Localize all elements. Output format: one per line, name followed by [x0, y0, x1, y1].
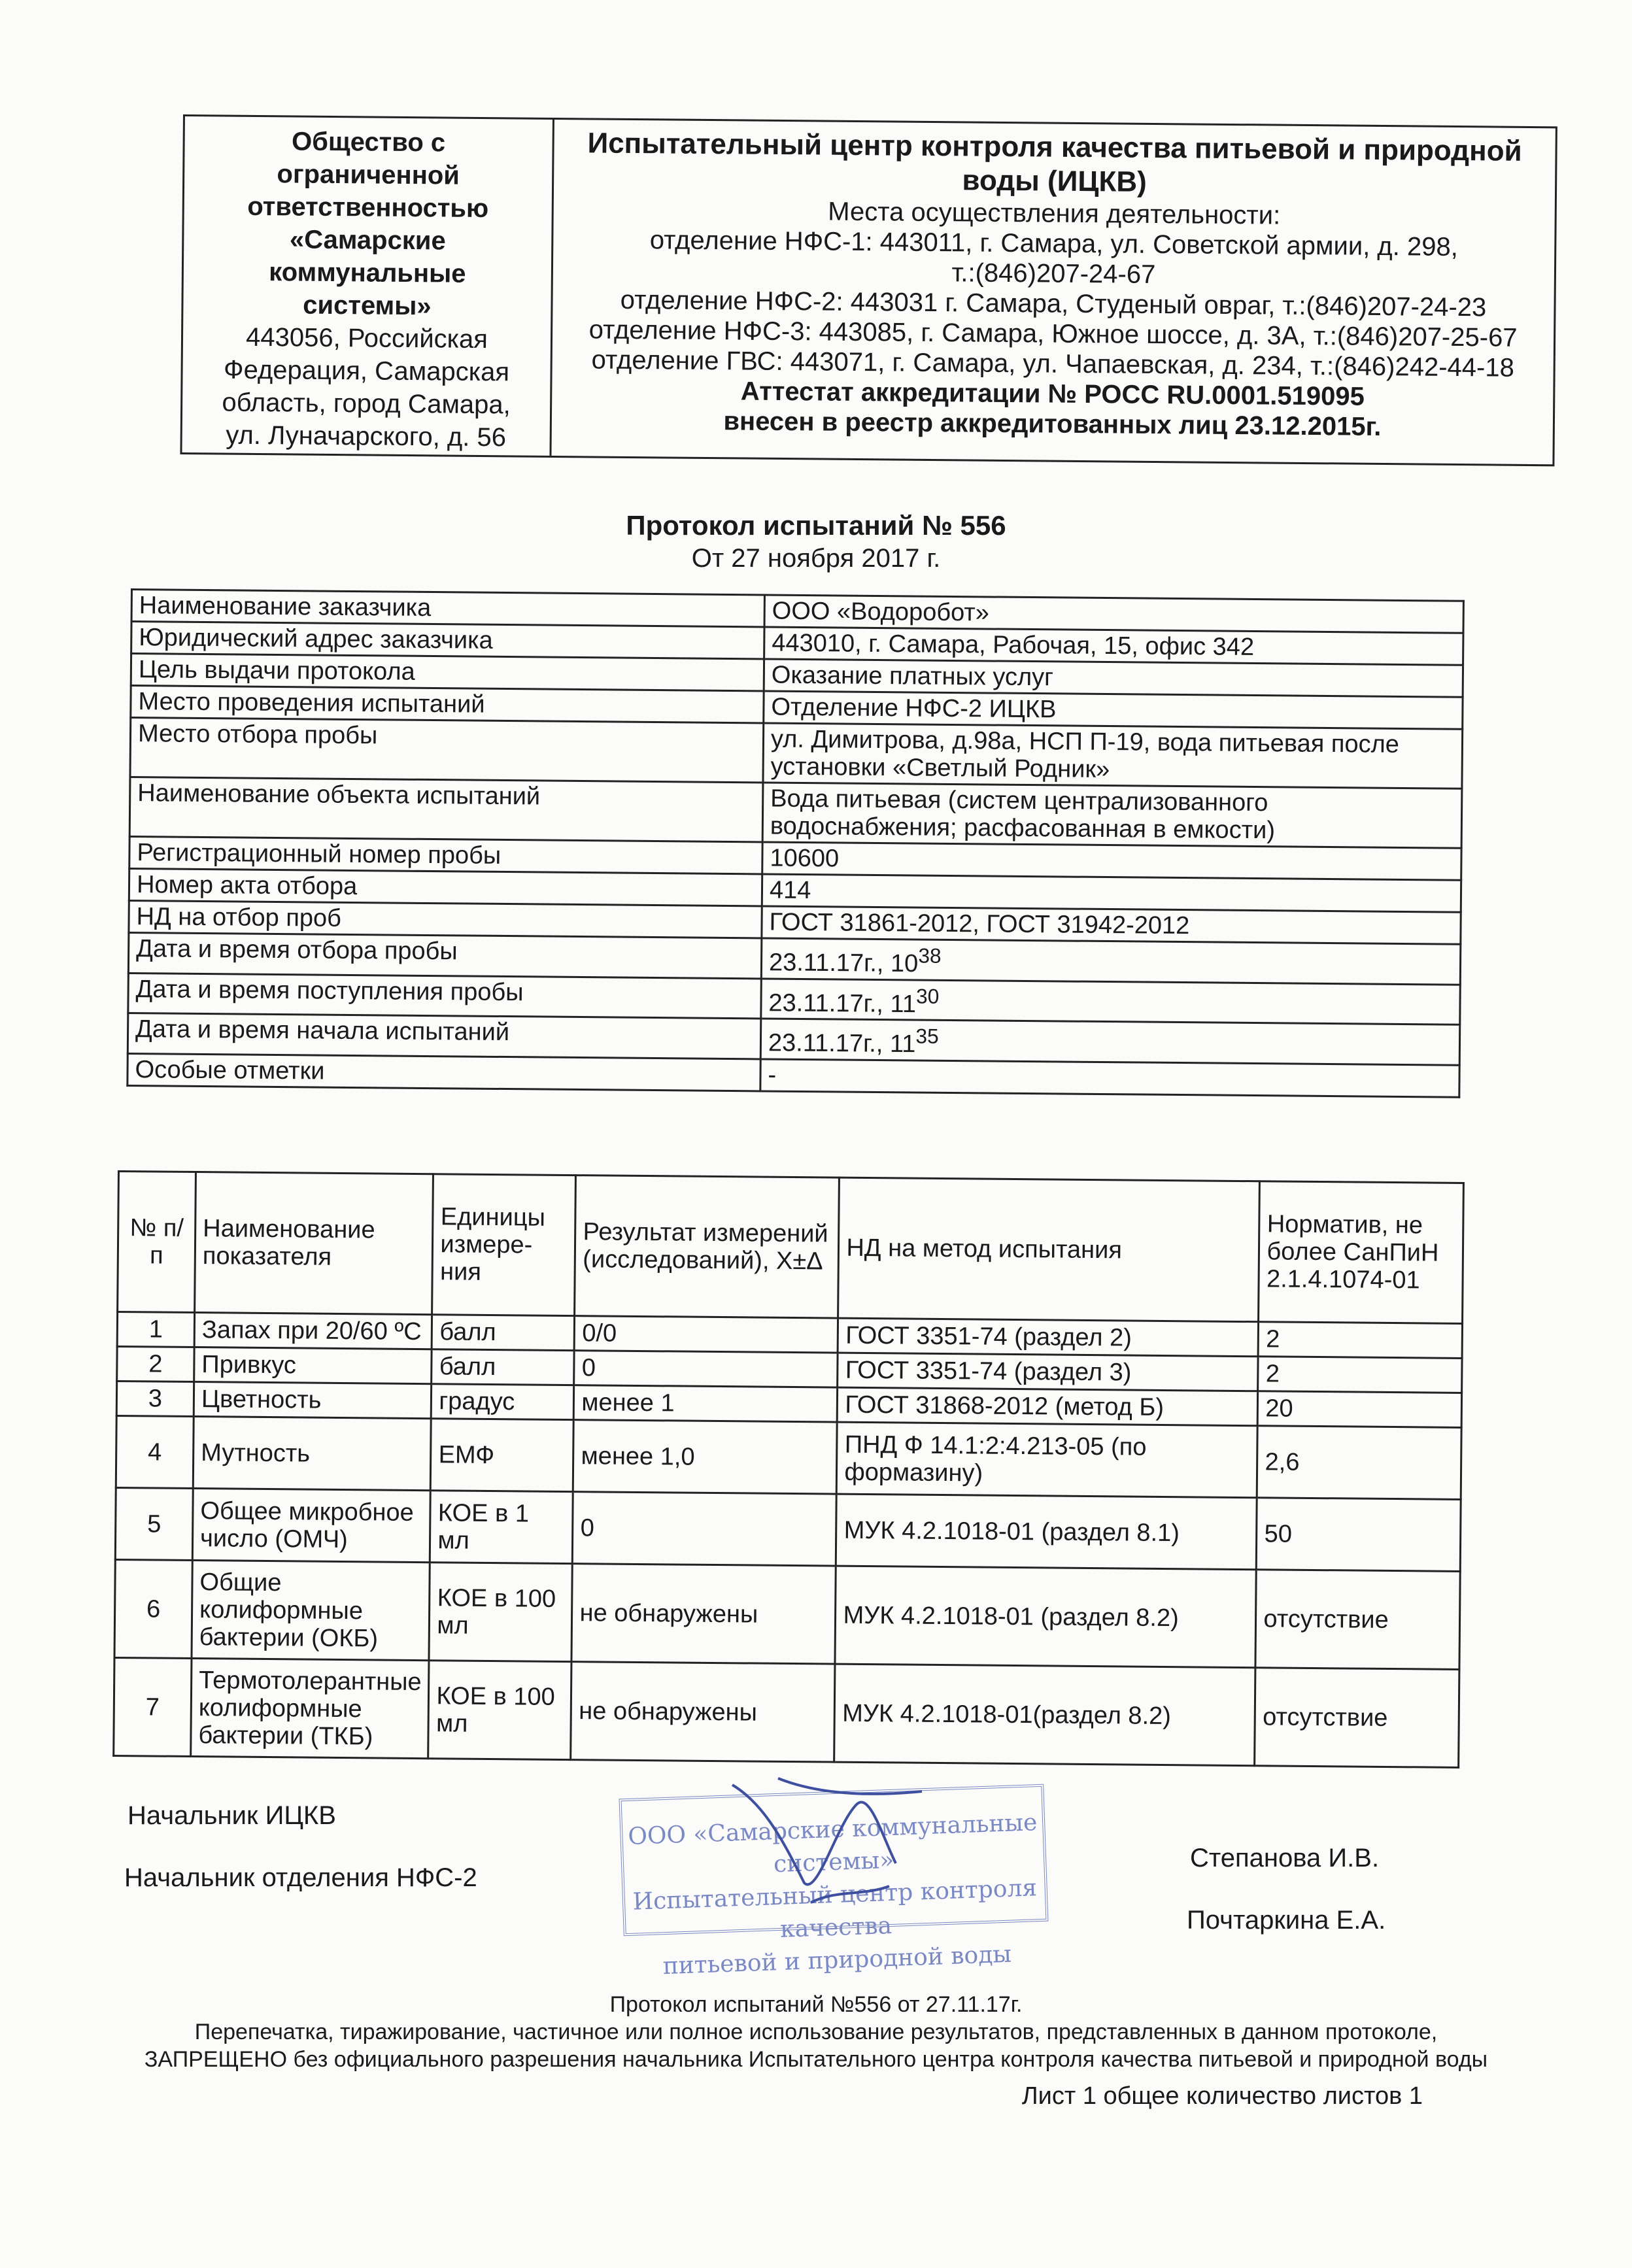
row-name: Общее микробное число (ОМЧ)	[192, 1489, 430, 1563]
center-title-line: воды (ИЦКВ)	[962, 164, 1147, 198]
row-result: менее 1,0	[573, 1420, 838, 1495]
header-num: № п/п	[118, 1172, 196, 1313]
info-value-cell	[760, 1019, 1459, 1065]
row-unit: балл	[432, 1349, 574, 1385]
info-label: Дата и время начала испытаний	[128, 1013, 761, 1059]
row-unit: КОЕ в 100 мл	[429, 1563, 572, 1662]
row-unit: градус	[432, 1384, 574, 1420]
department-line: отделение НФС-2: 443031 г. Самара, Студеный овраг, т.:(846)207-24-23	[620, 285, 1487, 322]
info-label: Регистрационный номер пробы	[129, 836, 762, 873]
info-label: Наименование заказчика	[131, 590, 764, 627]
info-label: Особые отметки	[128, 1053, 760, 1091]
dept-head-name: Почтаркина Е.А.	[1187, 1906, 1386, 1935]
organization-cell	[182, 116, 554, 456]
head-title: Начальник ИЦКВ	[128, 1801, 336, 1830]
row-method: ПНД Ф 14.1:2:4.213-05 (по формазину)	[837, 1422, 1258, 1498]
header-name: Наименование показателя	[195, 1172, 434, 1315]
header-block	[180, 114, 1557, 466]
info-label: Юридический адрес заказчика	[131, 622, 764, 659]
header-norm: Норматив, не более СанПиН 2.1.4.1074-01	[1259, 1181, 1463, 1324]
row-norm: 2	[1258, 1357, 1462, 1393]
footer-notice	[0, 1991, 1632, 2073]
row-unit: КОЕ в 100 мл	[428, 1661, 571, 1760]
info-value: -	[760, 1059, 1459, 1097]
header-result: Результат измерений (исследований), Х±Δ	[575, 1176, 840, 1319]
row-method: ГОСТ 3351-74 (раздел 3)	[838, 1353, 1258, 1391]
row-name: Мутность	[193, 1417, 431, 1491]
info-label: Место отбора пробы	[130, 718, 764, 783]
info-value: 23.11.17г., 11	[768, 989, 917, 1018]
row-norm: отсутствие	[1255, 1570, 1460, 1670]
test-results-table	[112, 1170, 1465, 1769]
row-name: Термотолерантные колиформные бактерии (ТКБ)	[191, 1659, 430, 1759]
sheet-count: Лист 1 общее количество листов 1	[1021, 2082, 1423, 2110]
stamp-line: ООО «Самарские коммунальные системы»	[627, 1809, 1038, 1878]
row-num: 3	[116, 1381, 194, 1417]
testing-center-cell	[551, 120, 1555, 464]
header-method: НД на метод испытания	[838, 1177, 1260, 1322]
row-num: 6	[114, 1559, 192, 1658]
dept-head-title: Начальник отделения НФС-2	[124, 1863, 477, 1892]
info-value: ул. Димитрова, д.98а, НСП П-19, вода питьевая после установки «Светлый Родник»	[763, 723, 1463, 788]
result-row	[114, 1657, 1459, 1767]
row-result: 0	[574, 1351, 838, 1388]
result-row	[114, 1559, 1460, 1669]
protocol-date: От 27 ноября 2017 г.	[691, 544, 941, 573]
row-name: Привкус	[194, 1347, 432, 1384]
row-result: менее 1	[574, 1385, 838, 1423]
info-row	[130, 718, 1463, 789]
info-value: Вода питьевая (систем централизованного водоснабжения; расфасованная в емкости)	[762, 783, 1462, 848]
row-name: Запах при 20/60 ºС	[194, 1313, 432, 1349]
info-label: Место проведения испытаний	[131, 686, 764, 723]
handwritten-signature	[706, 1765, 968, 1916]
org-name-line: ограниченной	[277, 160, 460, 190]
row-result: 0	[573, 1492, 837, 1566]
info-label: Наименование объекта испытаний	[129, 777, 763, 842]
row-num: 2	[117, 1347, 194, 1382]
department-line: отделение ГВС: 443071, г. Самара, ул. Чапаевская, д. 234, т.:(846)242-44-18	[591, 345, 1515, 382]
footer-line: Протокол испытаний №556 от 27.11.17г.	[609, 1992, 1023, 2017]
info-value: 414	[762, 874, 1461, 912]
row-norm: 2	[1259, 1322, 1463, 1359]
info-row	[129, 777, 1462, 849]
row-num: 4	[116, 1415, 194, 1488]
department-line: отделение НФС-1: 443011, г. Самара, ул. Советской армии, д. 298,	[649, 226, 1459, 262]
info-label: Номер акта отбора	[129, 868, 762, 906]
info-value: Оказание платных услуг	[764, 659, 1463, 697]
org-name-line: системы»	[303, 290, 432, 321]
row-method: ГОСТ 31868-2012 (метод Б)	[838, 1387, 1258, 1426]
info-value: 443010, г. Самара, Рабочая, 15, офис 342	[764, 627, 1463, 665]
footer-line: Перепечатка, тиражирование, частичное или полное использование результатов, представленных в данном протоколе,	[194, 2020, 1438, 2044]
result-row	[115, 1487, 1461, 1571]
time-minutes: 35	[915, 1024, 939, 1049]
row-method: МУК 4.2.1018-01 (раздел 8.2)	[835, 1566, 1256, 1668]
row-result: не обнаружены	[571, 1564, 836, 1665]
org-address-line: Федерация, Самарская	[223, 355, 510, 387]
row-unit: балл	[432, 1315, 575, 1351]
center-title-line: Испытательный центр контроля качества питьевой и природной	[587, 127, 1522, 167]
org-name-line: ответственностью	[247, 192, 489, 224]
row-norm: отсутствие	[1255, 1668, 1459, 1768]
time-minutes: 30	[915, 984, 940, 1008]
row-norm: 50	[1257, 1498, 1461, 1572]
org-address-line: область, город Самара,	[222, 388, 511, 420]
footer-line: ЗАПРЕЩЕНО без официального разрешения начальника Испытательного центра контроля качества питьевой и природной воды	[144, 2047, 1488, 2072]
info-label: НД на отбор проб	[129, 900, 762, 938]
department-line: отделение НФС-3: 443085, г. Самара, Южное шоссе, д. 3А, т.:(846)207-25-67	[588, 315, 1518, 352]
sample-info-table	[126, 588, 1465, 1098]
row-num: 1	[117, 1312, 194, 1347]
row-result: не обнаружены	[571, 1662, 835, 1763]
info-label: Дата и время поступления пробы	[128, 973, 762, 1019]
row-result: 0/0	[575, 1316, 838, 1353]
row-name: Цветность	[194, 1382, 432, 1419]
org-address-line: ул. Луначарского, д. 56	[226, 420, 507, 452]
org-name-line: коммунальные	[269, 258, 466, 288]
row-method: МУК 4.2.1018-01(раздел 8.2)	[834, 1664, 1255, 1766]
places-label: Места осуществления деятельности:	[828, 197, 1281, 230]
info-value: 23.11.17г., 10	[768, 949, 919, 978]
header-unit: Единицы измере-ния	[432, 1174, 576, 1316]
row-norm: 20	[1258, 1391, 1462, 1428]
row-name: Общие колиформные бактерии (ОКБ)	[192, 1561, 430, 1661]
department-line: т.:(846)207-24-67	[951, 258, 1156, 289]
signature-stroke	[732, 1778, 922, 1903]
info-label: Цель выдачи протокола	[131, 654, 764, 691]
org-name-line: «Самарские	[289, 225, 446, 256]
row-num: 7	[114, 1657, 192, 1756]
info-value: Отделение НФС-2 ИЦКВ	[764, 691, 1463, 729]
results-header-row	[118, 1172, 1464, 1324]
stamp-line: Испытательный центр контроля качества	[632, 1874, 1038, 1943]
info-value: 10600	[762, 842, 1461, 880]
stamp-line: питьевой и природной воды	[662, 1940, 1012, 1980]
row-method: ГОСТ 3351-74 (раздел 2)	[838, 1318, 1259, 1357]
info-value: ООО «Водоробот»	[764, 595, 1463, 633]
row-norm: 2,6	[1257, 1426, 1461, 1500]
accreditation-line: внесен в реестр аккредитованных лиц 23.12.2015г.	[723, 407, 1382, 442]
info-label: Дата и время отбора пробы	[128, 932, 762, 978]
protocol-title: Протокол испытаний № 556	[626, 510, 1006, 541]
info-value-cell	[761, 938, 1460, 985]
info-value: 23.11.17г., 11	[768, 1029, 916, 1058]
result-row	[116, 1415, 1461, 1499]
row-unit: ЕМФ	[431, 1419, 574, 1492]
info-value: ГОСТ 31861-2012, ГОСТ 31942-2012	[762, 906, 1461, 944]
head-name: Степанова И.В.	[1190, 1844, 1380, 1872]
time-minutes: 38	[918, 943, 942, 968]
org-address-line: 443056, Российская	[245, 322, 488, 354]
org-name-line: Общество с	[291, 127, 446, 158]
info-value-cell	[761, 979, 1460, 1025]
row-method: МУК 4.2.1018-01 (раздел 8.1)	[836, 1494, 1257, 1570]
accreditation-line: Аттестат аккредитации № РОСС RU.0001.519095	[740, 377, 1365, 411]
row-num: 5	[115, 1487, 193, 1560]
row-unit: КОЕ в 1 мл	[430, 1491, 573, 1564]
